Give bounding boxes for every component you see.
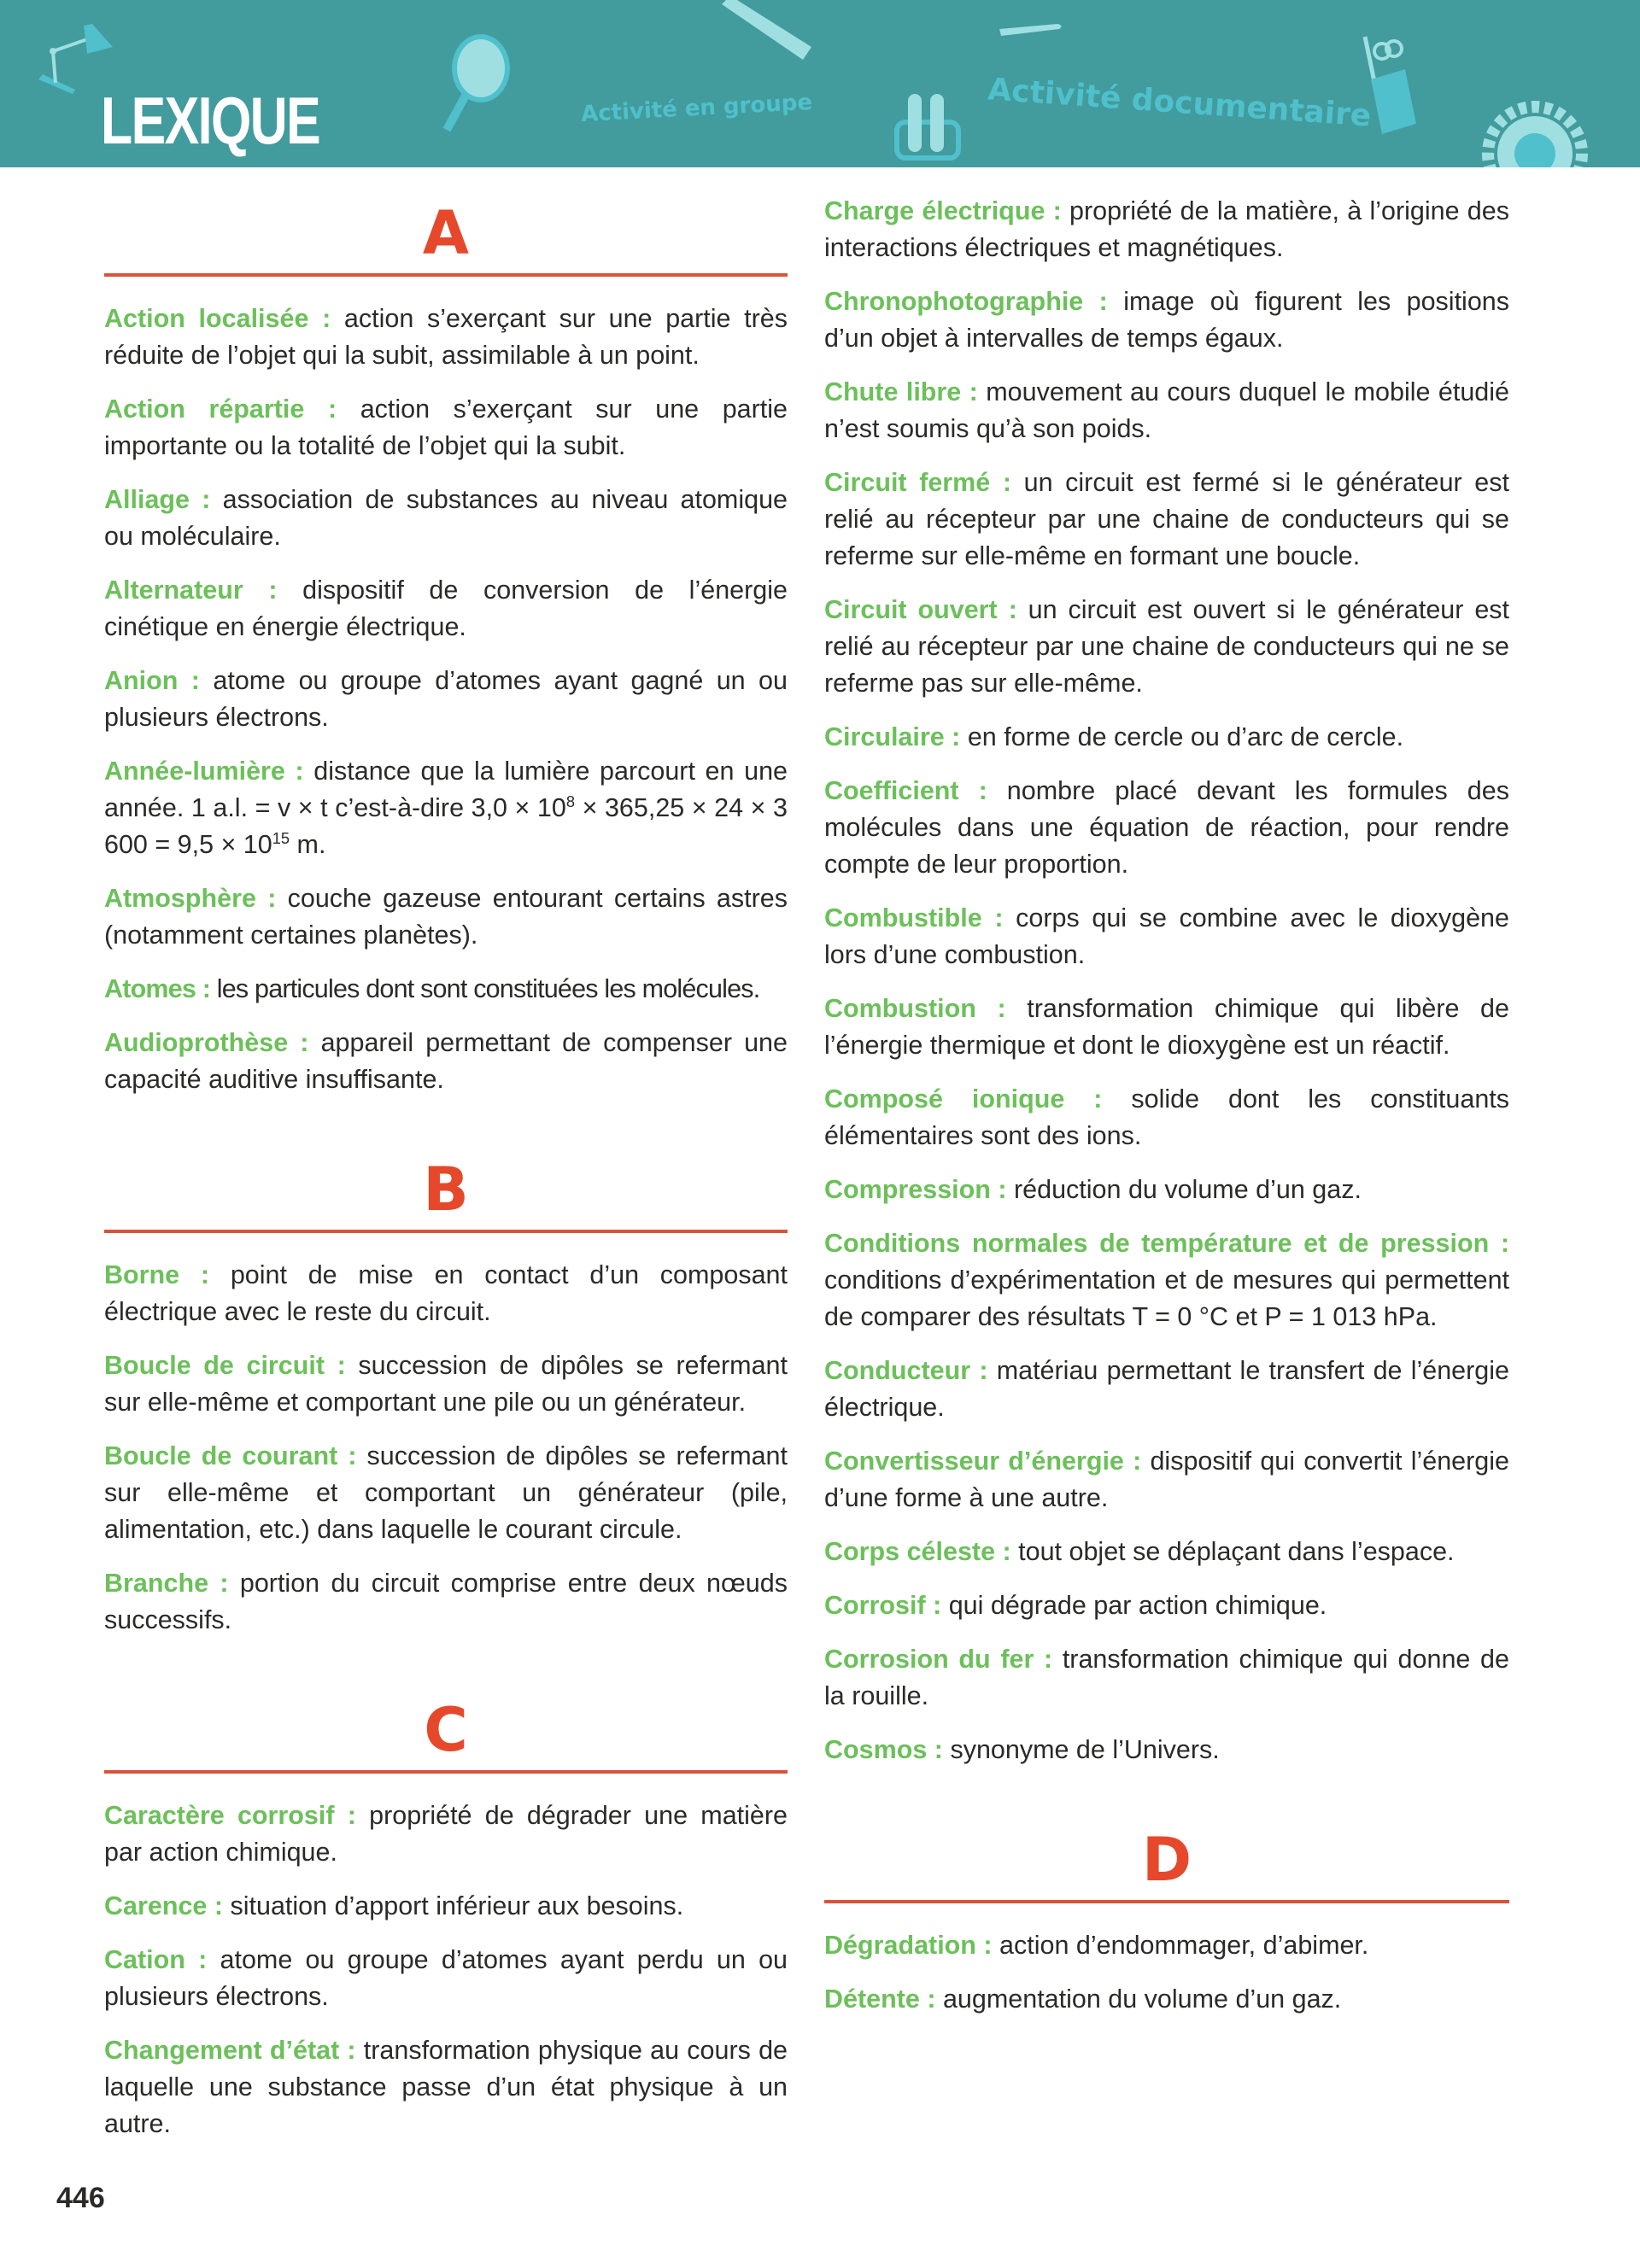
page-title: LEXIQUE	[101, 83, 320, 158]
entry-definition: un circuit est ouvert si le générateur est relié au récepteur par une chaine de conducteurs qui ne se referme pas sur elle-même.	[824, 595, 1510, 698]
entry-definition: réduction du volume d’un gaz.	[1006, 1175, 1362, 1204]
glossary-right-column	[824, 167, 1509, 2035]
entry-definition: association de substances au niveau atomique ou moléculaire.	[104, 485, 788, 551]
glossary-entry	[824, 374, 1509, 447]
glossary-entry	[104, 971, 788, 1008]
glossary-entry	[104, 1438, 788, 1548]
exponent: 8	[565, 792, 576, 810]
entry-term: Action localisée :	[104, 304, 331, 333]
lexique-banner	[0, 0, 1640, 167]
entry-definition: les particules dont sont constituées les molécules.	[210, 974, 760, 1003]
section-divider	[104, 1230, 788, 1233]
glossary-entry	[824, 1353, 1509, 1426]
group-activity-label: Activité en groupe	[580, 89, 813, 128]
entry-definition: situation d’apport inférieur aux besoins.	[223, 1891, 684, 1920]
glossary-entry	[104, 301, 788, 374]
entry-term: Borne :	[104, 1260, 210, 1289]
test-tubes-icon	[893, 90, 965, 162]
glossary-entry	[104, 391, 788, 465]
entry-definition: couche gazeuse entourant certains astres (notamment certaines planètes).	[104, 884, 788, 950]
magnifying-glass-icon	[425, 34, 519, 137]
gear-icon	[1482, 98, 1593, 167]
section-divider	[104, 273, 788, 277]
entry-definition: action s’exerçant sur une partie importante ou la totalité de l’objet qui la subit.	[104, 395, 788, 460]
entry-definition: succession de dipôles se refermant sur elle-même et comportant une pile ou un générateur.	[104, 1351, 788, 1417]
glossary-entry	[104, 1888, 788, 1925]
glossary-entry	[824, 991, 1509, 1064]
page-number: 446	[56, 2182, 105, 2214]
section-divider	[824, 1900, 1509, 1903]
section-letter: D	[1141, 1825, 1192, 1895]
entry-definition: atome ou groupe d’atomes ayant gagné un ou plusieurs électrons.	[104, 666, 788, 732]
section-c	[104, 1656, 788, 2142]
glossary-entry	[824, 1172, 1509, 1208]
entry-definition: matériau permettant le transfert de l’énergie électrique.	[824, 1356, 1509, 1422]
entry-definition: image où figurent les positions d’un objet à intervalles de temps égaux.	[824, 287, 1510, 353]
glossary-entry	[104, 1565, 788, 1639]
glossary-entry	[824, 1641, 1509, 1715]
glossary-entry	[104, 482, 788, 555]
section-letter: B	[423, 1154, 469, 1225]
glossary-entry	[104, 1025, 788, 1098]
section-header-c	[104, 1695, 788, 1774]
glossary-entry	[824, 1534, 1509, 1570]
entry-definition-cont: × 365,25 × 24 × 3 600 = 9,5 × 10	[104, 793, 788, 859]
glossary-entry	[104, 880, 788, 954]
entry-term: Boucle de circuit :	[104, 1351, 346, 1380]
entry-term: Corrosion du fer :	[824, 1645, 1053, 1674]
entry-term: Détente :	[824, 1984, 936, 2014]
entry-term: Chute libre :	[824, 377, 978, 406]
glossary-entry	[824, 1443, 1509, 1517]
entry-definition: transformation physique au cours de laquelle une substance passe d’un état physique à un autre.	[104, 2036, 788, 2138]
entry-term: Dégradation :	[824, 1931, 993, 1960]
section-header-a	[104, 198, 788, 277]
entry-term: Carence :	[104, 1891, 224, 1920]
section-d	[824, 1786, 1509, 2018]
entry-definition: un circuit est fermé si le générateur est relié au récepteur par une chaine de conducteurs qui se referme sur elle-même en formant une boucle.	[824, 468, 1509, 570]
glossary-entry	[824, 900, 1509, 973]
glossary-entry	[824, 1981, 1509, 2018]
glossary-entry	[104, 2032, 788, 2142]
glossary-entry	[824, 1081, 1509, 1154]
entry-definition: solide dont les constituants élémentaires sont des ions.	[824, 1084, 1509, 1150]
entry-term: Cation :	[104, 1945, 208, 1974]
entry-definition: synonyme de l’Univers.	[942, 1735, 1220, 1764]
glossary-entry	[824, 773, 1509, 883]
entry-term: Circulaire :	[824, 722, 961, 751]
entry-term: Compression :	[824, 1175, 1007, 1204]
glossary-entry	[104, 1942, 788, 2015]
section-header-b	[104, 1154, 788, 1233]
section-letter: A	[422, 198, 470, 268]
entry-term: Charge électrique :	[824, 196, 1062, 225]
entry-term: Combustion :	[824, 994, 1006, 1023]
entry-term: Branche :	[104, 1569, 229, 1598]
section-divider	[104, 1770, 788, 1774]
entry-term: Corrosif :	[824, 1591, 942, 1620]
glossary-left-column	[104, 167, 788, 2160]
entry-definition: point de mise en contact d’un composant électrique avec le reste du circuit.	[104, 1260, 788, 1326]
entry-definition-end: m.	[290, 830, 326, 859]
entry-term: Caractère corrosif :	[104, 1801, 356, 1830]
glossary-entry	[824, 719, 1509, 756]
glossary-entry	[824, 1732, 1509, 1768]
entry-term: Action répartie :	[104, 395, 337, 424]
glossary-entry	[104, 1257, 788, 1330]
glossary-entry	[104, 753, 788, 863]
entry-definition: dispositif qui convertit l’énergie d’une forme à une autre.	[824, 1447, 1509, 1512]
entry-definition: dispositif de conversion de l’énergie cinétique en énergie électrique.	[104, 576, 788, 641]
entry-term: Atomes :	[104, 974, 211, 1003]
entry-definition: propriété de la matière, à l’origine des interactions électriques et magnétiques.	[824, 196, 1509, 262]
entry-term: Circuit fermé :	[824, 468, 1012, 497]
glossary-entry	[824, 193, 1509, 266]
glossary-entry	[104, 663, 788, 736]
entry-term: Composé ionique :	[824, 1084, 1103, 1114]
entry-term: Boucle de courant :	[104, 1441, 357, 1470]
section-b	[104, 1115, 788, 1639]
entry-definition: atome ou groupe d’atomes ayant perdu un ou plusieurs électrons.	[104, 1945, 788, 2011]
glossary-entry	[104, 1347, 788, 1421]
entry-term: Alliage :	[104, 485, 211, 514]
exponent: 15	[272, 828, 290, 847]
entry-term: Convertisseur d’énergie :	[824, 1447, 1142, 1476]
glossary-entry	[824, 1587, 1509, 1624]
entry-definition: tout objet se déplaçant dans l’espace.	[1010, 1537, 1455, 1566]
entry-term: Conducteur :	[824, 1356, 988, 1385]
entry-term: Cosmos :	[824, 1735, 943, 1764]
entry-term: Audioprothèse :	[104, 1028, 309, 1057]
entry-definition: appareil permettant de compenser une capacité auditive insuffisante.	[104, 1028, 788, 1094]
entry-definition: en forme de cercle ou d’arc de cercle.	[960, 722, 1404, 751]
entry-term: Anion :	[104, 666, 200, 695]
entry-term: Corps céleste :	[824, 1537, 1011, 1566]
pencil-cup-icon	[1358, 30, 1426, 137]
entry-definition: conditions d’expérimentation et de mesures qui permettent de comparer des résultats T = 0 °C et P = 1 013 hPa.	[824, 1266, 1509, 1331]
entry-definition: action d’endommager, d’abimer.	[992, 1931, 1369, 1960]
entry-term: Chronophotographie :	[824, 287, 1108, 316]
entry-term: Combustible :	[824, 903, 1004, 932]
entry-definition: corps qui se combine avec le dioxygène lors d’une combustion.	[824, 903, 1509, 969]
glossary-entry	[104, 1797, 788, 1871]
section-header-d	[824, 1825, 1509, 1903]
entry-term: Changement d’état :	[104, 2036, 356, 2065]
entry-definition: augmentation du volume d’un gaz.	[935, 1984, 1342, 2014]
pen-icon	[998, 19, 1066, 40]
entry-definition: portion du circuit comprise entre deux nœuds successifs.	[104, 1569, 788, 1634]
ruler-icon	[718, 0, 820, 64]
entry-definition: qui dégrade par action chimique.	[941, 1591, 1327, 1620]
entry-term: Alternateur :	[104, 576, 278, 605]
entry-definition: transformation chimique qui donne de la rouille.	[824, 1645, 1509, 1710]
entry-definition: nombre placé devant les formules des molécules dans une équation de réaction, pour rendre compte de leur proportion.	[824, 776, 1509, 879]
section-a	[104, 167, 788, 1098]
glossary-entry	[824, 1225, 1509, 1336]
glossary-entry	[824, 284, 1509, 357]
entry-definition: transformation chimique qui libère de l’énergie thermique et dont le dioxygène est un réactif.	[824, 994, 1509, 1060]
entry-definition: propriété de dégrader une matière par action chimique.	[104, 1801, 788, 1867]
entry-term: Année-lumière :	[104, 757, 304, 786]
glossary-entry	[824, 465, 1509, 575]
entry-term: Atmosphère :	[104, 884, 277, 913]
glossary-entry	[104, 572, 788, 646]
glossary-entry	[824, 592, 1509, 702]
documentary-activity-label: Activité documentaire	[987, 72, 1373, 134]
entry-definition: mouvement au cours duquel le mobile étudié n’est soumis qu’à son poids.	[824, 377, 1510, 443]
entry-term: Coefficient :	[824, 776, 987, 805]
section-letter: C	[424, 1695, 468, 1765]
entry-term: Circuit ouvert :	[824, 595, 1017, 624]
entry-definition: distance que la lumière parcourt en une année. 1 a.l. = v × t c’est-à-dire 3,0 × 10	[104, 757, 788, 822]
entry-term: Conditions normales de température et de pression :	[824, 1229, 1509, 1258]
glossary-entry	[824, 1927, 1509, 1964]
entry-definition: action s’exerçant sur une partie très réduite de l’objet qui la subit, assimilable à un point.	[104, 304, 788, 370]
entry-definition: succession de dipôles se refermant sur elle-même et comportant un générateur (pile, alimentation, etc.) dans laquelle le courant circule.	[104, 1441, 788, 1544]
